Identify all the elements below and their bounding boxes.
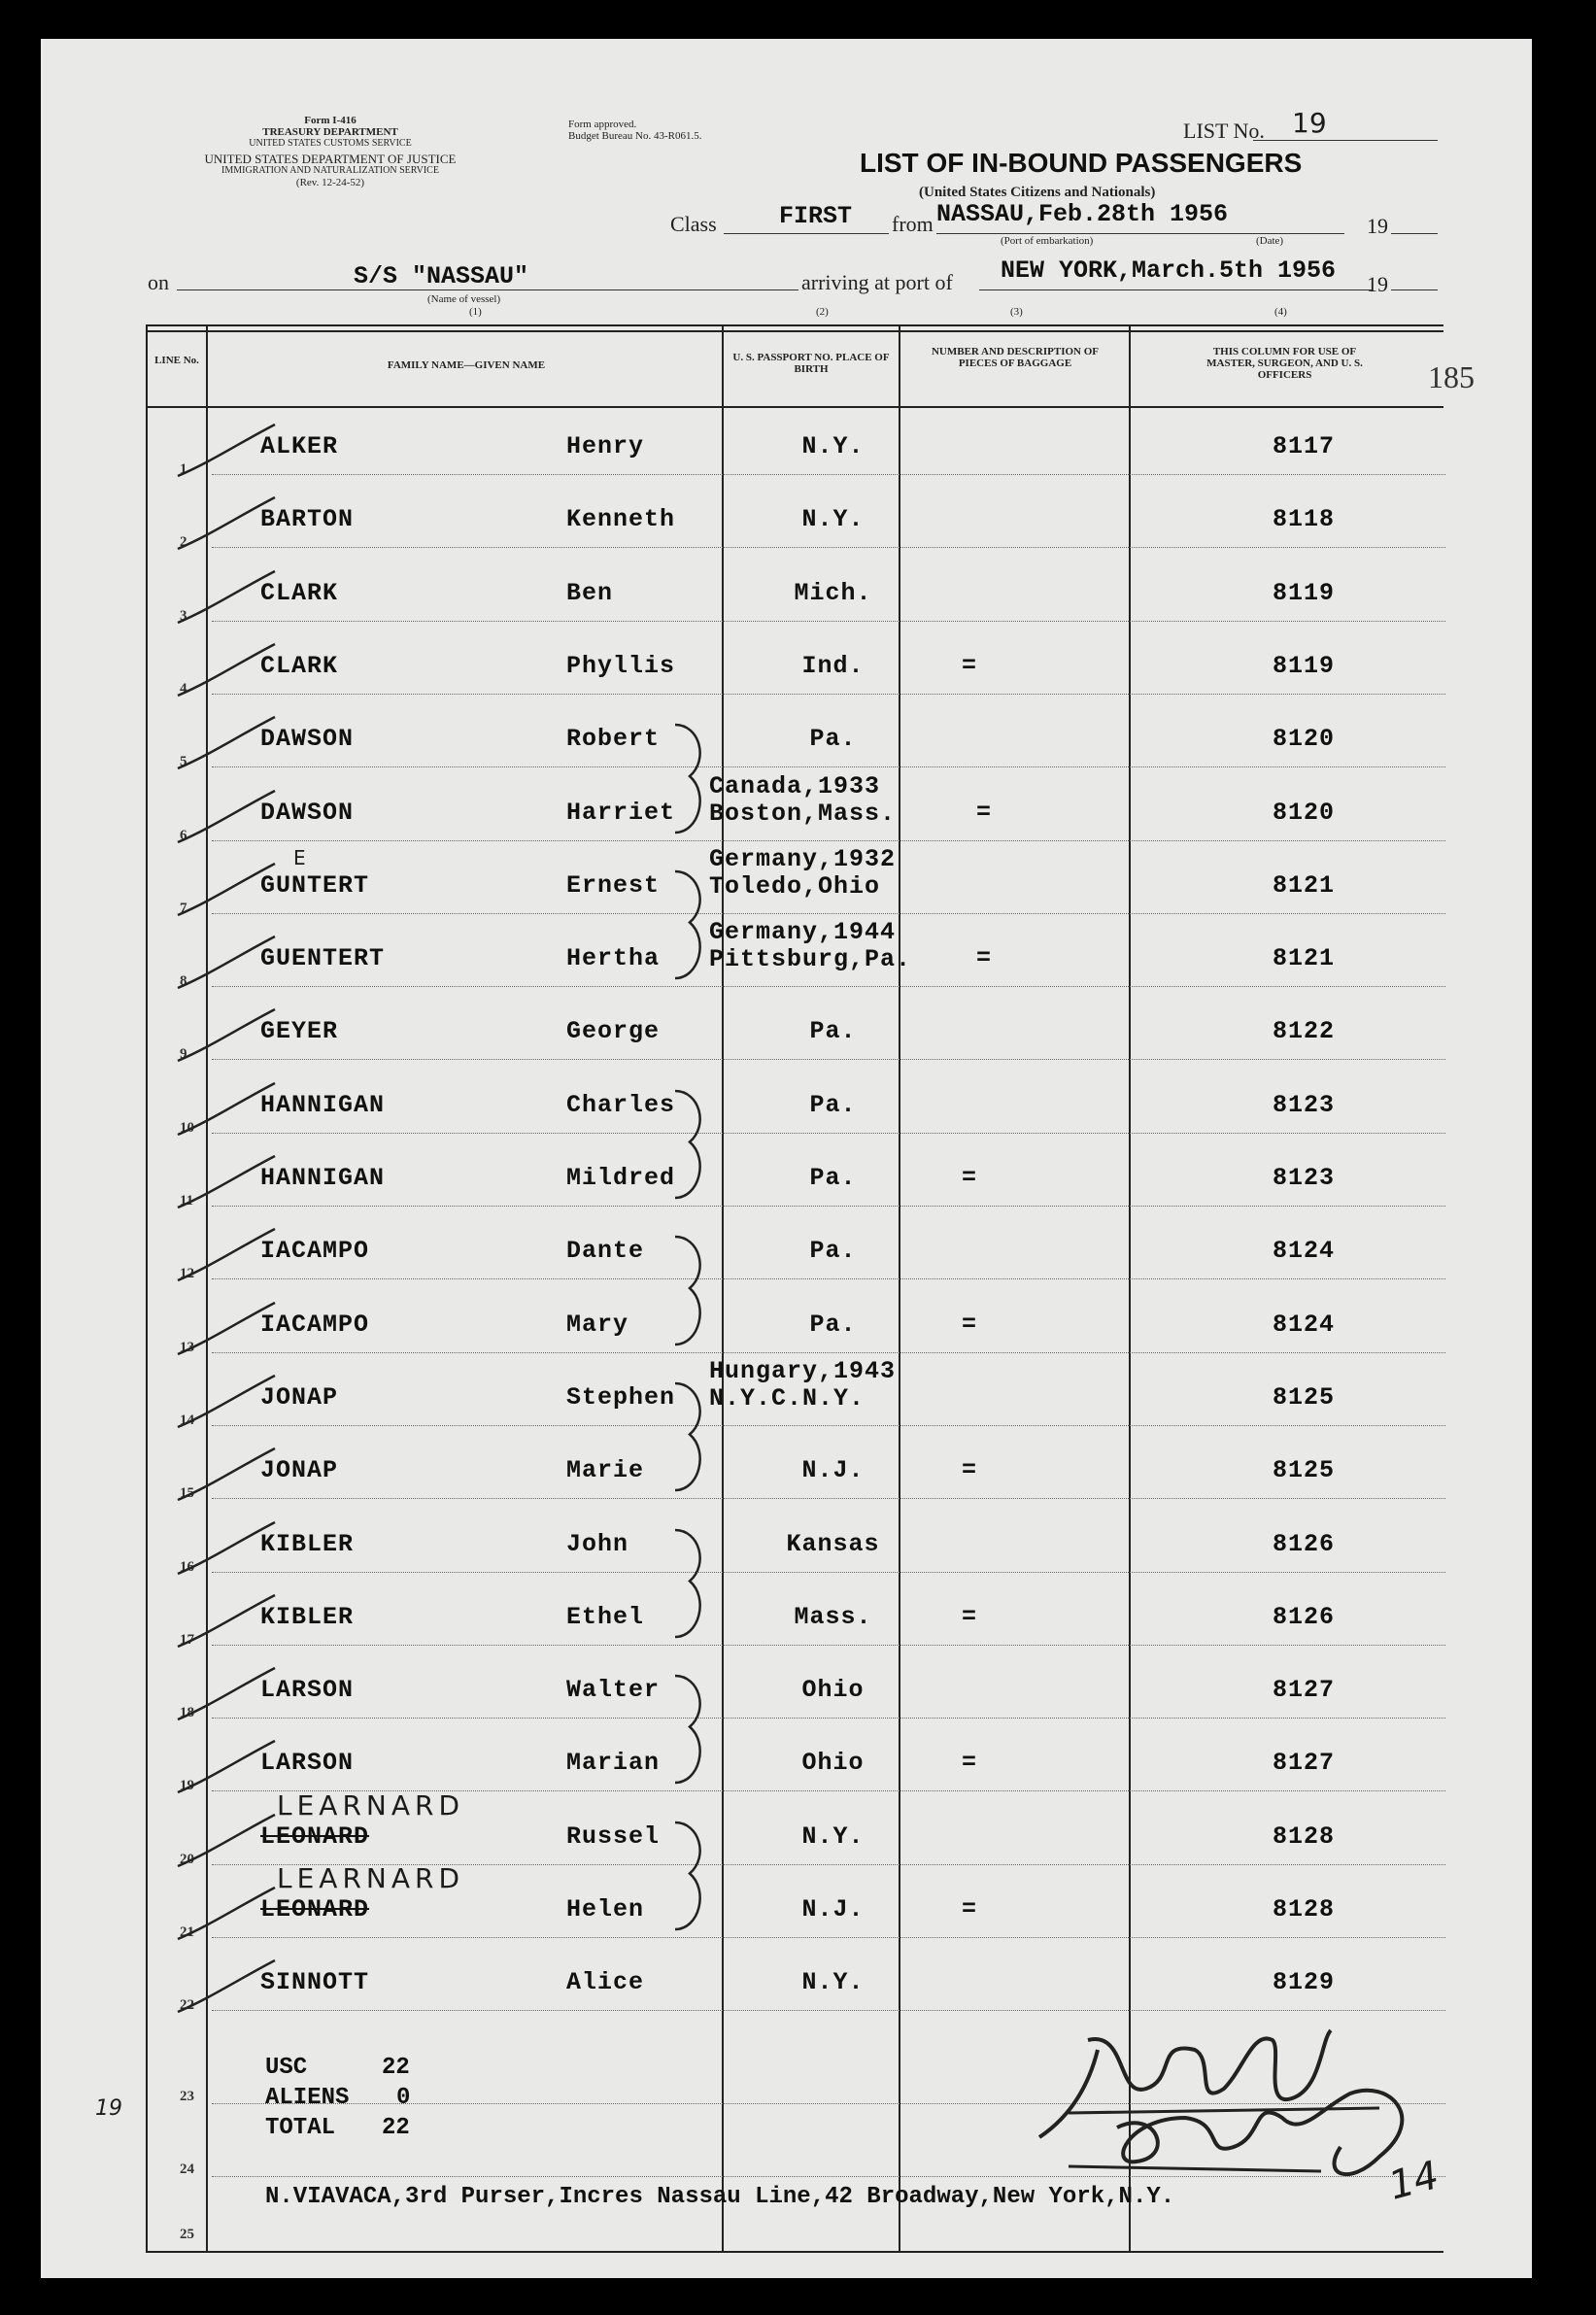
officer-number: 8126 bbox=[1273, 1530, 1336, 1558]
given-name: Russel bbox=[566, 1822, 661, 1851]
line-number: 21 bbox=[180, 1924, 194, 1940]
officer-number: 8117 bbox=[1273, 432, 1336, 460]
baggage-mark: = bbox=[962, 652, 978, 680]
check-mark bbox=[173, 642, 280, 700]
year-prefix: 19 bbox=[1367, 214, 1388, 238]
family-name: HANNIGAN bbox=[260, 1164, 386, 1192]
family-name-correction: LEARNARD bbox=[277, 1862, 465, 1894]
row-separator bbox=[212, 1278, 1445, 1279]
total-label: TOTAL bbox=[265, 2115, 336, 2141]
family-bracket bbox=[670, 1525, 729, 1647]
line-number-23: 23 bbox=[180, 2089, 194, 2104]
line-number: 16 bbox=[180, 1559, 194, 1575]
officer-number: 8127 bbox=[1273, 1676, 1336, 1704]
family-name-correction: E bbox=[293, 846, 306, 869]
place-of-birth: Germany,1932 bbox=[709, 845, 897, 873]
purser-signature-line: N.VIAVACA,3rd Purser,Incres Nassau Line,42 Broadway,New York,N.Y. bbox=[265, 2184, 1175, 2210]
check-mark bbox=[173, 1374, 280, 1432]
line-number: 1 bbox=[180, 461, 187, 477]
row-separator bbox=[212, 1572, 1445, 1573]
row-separator bbox=[212, 1133, 1445, 1134]
check-mark bbox=[173, 1739, 280, 1797]
arriving-underline bbox=[979, 289, 1373, 290]
line-number: 19 bbox=[180, 1778, 194, 1793]
place-of-birth: N.Y. bbox=[801, 1968, 865, 1996]
place-of-birth: N.Y. bbox=[801, 1822, 865, 1851]
passport-baggage-divider bbox=[899, 324, 900, 2253]
line-number: 12 bbox=[180, 1266, 194, 1281]
given-name: Kenneth bbox=[566, 505, 676, 533]
column-number-1: (1) bbox=[469, 306, 482, 318]
given-name: Hertha bbox=[566, 944, 661, 972]
place-of-birth: N.Y. bbox=[801, 432, 865, 460]
from-underline bbox=[936, 233, 1344, 234]
check-mark bbox=[173, 1958, 280, 2017]
officer-number: 8124 bbox=[1273, 1237, 1336, 1265]
form-subtitle: (United States Citizens and Nationals) bbox=[919, 185, 1156, 200]
family-bracket bbox=[670, 720, 729, 842]
list-number-label: LIST No. bbox=[1183, 119, 1265, 143]
family-name: LARSON bbox=[260, 1749, 355, 1777]
baggage-mark: = bbox=[962, 1749, 978, 1777]
officer-number: 8119 bbox=[1273, 579, 1336, 607]
baggage-mark: = bbox=[976, 944, 993, 972]
header-bottom-border bbox=[146, 406, 1443, 408]
given-name: George bbox=[566, 1017, 661, 1045]
given-name: Ernest bbox=[566, 871, 661, 900]
check-mark bbox=[173, 1081, 280, 1140]
year-underline bbox=[1391, 233, 1438, 234]
check-mark bbox=[173, 1007, 280, 1066]
given-name: Dante bbox=[566, 1237, 645, 1265]
given-name: Robert bbox=[566, 725, 661, 753]
check-mark bbox=[173, 1447, 280, 1505]
officer-number: 8128 bbox=[1273, 1822, 1336, 1851]
check-mark bbox=[173, 789, 280, 847]
class-underline bbox=[724, 233, 889, 234]
officer-number: 8129 bbox=[1273, 1968, 1336, 1996]
check-mark bbox=[173, 1154, 280, 1212]
column-number-4: (4) bbox=[1274, 306, 1287, 318]
given-name: Ethel bbox=[566, 1603, 645, 1631]
place-of-birth: Ohio bbox=[801, 1749, 865, 1777]
usc-row bbox=[265, 2053, 410, 2083]
line-number: 17 bbox=[180, 1632, 194, 1648]
officer-number: 8121 bbox=[1273, 944, 1336, 972]
family-name: KIBLER bbox=[260, 1603, 355, 1631]
family-name: BARTON bbox=[260, 505, 355, 533]
row-separator bbox=[212, 1206, 1445, 1207]
officer-number: 8120 bbox=[1273, 725, 1336, 753]
customs-service: UNITED STATES CUSTOMS SERVICE bbox=[249, 138, 412, 149]
column-header-passport: U. S. PASSPORT NO. PLACE OF BIRTH bbox=[732, 352, 890, 375]
family-name: ALKER bbox=[260, 432, 339, 460]
baggage-mark: = bbox=[962, 1895, 978, 1923]
place-of-birth: Ind. bbox=[801, 652, 865, 680]
officer-number: 8123 bbox=[1273, 1164, 1336, 1192]
check-mark bbox=[173, 1520, 280, 1579]
total-count: 22 bbox=[382, 2115, 410, 2141]
row-separator bbox=[212, 547, 1445, 548]
officer-number: 8128 bbox=[1273, 1895, 1336, 1923]
family-bracket bbox=[670, 867, 729, 988]
column-number-2: (2) bbox=[816, 306, 829, 318]
row-separator bbox=[212, 1498, 1445, 1499]
line-number: 6 bbox=[180, 828, 187, 843]
place-of-birth: Pa. bbox=[809, 1017, 857, 1045]
column-header-line-no: LINE No. bbox=[154, 355, 199, 366]
table-left-border bbox=[146, 324, 148, 2253]
total-row bbox=[265, 2113, 410, 2143]
line-number: 8 bbox=[180, 973, 187, 989]
family-name: GEYER bbox=[260, 1017, 339, 1045]
given-name: Henry bbox=[566, 432, 645, 460]
row-separator bbox=[212, 1645, 1445, 1646]
family-name: IACAMPO bbox=[260, 1237, 370, 1265]
given-name: Marian bbox=[566, 1749, 661, 1777]
place-of-birth: Hungary,1943 bbox=[709, 1357, 897, 1385]
check-mark bbox=[173, 1593, 280, 1651]
row-separator bbox=[212, 913, 1445, 914]
row-separator bbox=[212, 1425, 1445, 1426]
family-name: JONAP bbox=[260, 1456, 339, 1484]
check-mark bbox=[173, 569, 280, 628]
officer-number: 8125 bbox=[1273, 1383, 1336, 1412]
arriving-label: arriving at port of bbox=[801, 270, 953, 294]
place-of-birth-2: N.Y.C.N.Y. bbox=[709, 1384, 866, 1413]
line-number: 10 bbox=[180, 1120, 194, 1136]
class-label: Class bbox=[670, 212, 717, 236]
family-name: IACAMPO bbox=[260, 1311, 370, 1339]
family-name-correction: LEARNARD bbox=[277, 1789, 465, 1821]
officer-number: 8122 bbox=[1273, 1017, 1336, 1045]
ins-service: IMMIGRATION AND NATURALIZATION SERVICE bbox=[221, 165, 439, 176]
row-separator bbox=[212, 1352, 1445, 1353]
totals-block bbox=[265, 2053, 411, 2143]
check-mark bbox=[173, 1227, 280, 1285]
usc-label: USC bbox=[265, 2055, 308, 2081]
place-of-birth: Pa. bbox=[809, 725, 857, 753]
officer-number: 8121 bbox=[1273, 871, 1336, 900]
line-number: 2 bbox=[180, 534, 187, 550]
given-name: Marie bbox=[566, 1456, 645, 1484]
row-separator bbox=[212, 694, 1445, 695]
family-name: DAWSON bbox=[260, 799, 355, 827]
vessel-name: S/S "NASSAU" bbox=[354, 262, 529, 290]
check-mark bbox=[173, 423, 280, 481]
family-name: KIBLER bbox=[260, 1530, 355, 1558]
line-number-24: 24 bbox=[180, 2162, 194, 2177]
family-name: CLARK bbox=[260, 579, 339, 607]
line-number: 7 bbox=[180, 901, 187, 916]
line-number: 5 bbox=[180, 754, 187, 769]
family-name: LEONARD bbox=[260, 1895, 370, 1923]
given-name: Stephen bbox=[566, 1383, 676, 1412]
line-number: 11 bbox=[180, 1193, 194, 1209]
given-name: Walter bbox=[566, 1676, 661, 1704]
given-name: Mary bbox=[566, 1311, 629, 1339]
given-name: Helen bbox=[566, 1895, 645, 1923]
place-of-birth: Pa. bbox=[809, 1237, 857, 1265]
place-of-birth-2: Pittsburg,Pa. bbox=[709, 945, 912, 973]
class-value: FIRST bbox=[779, 202, 853, 230]
family-name: JONAP bbox=[260, 1383, 339, 1412]
officer-number: 8126 bbox=[1273, 1603, 1336, 1631]
form-approved: Form approved. bbox=[568, 119, 637, 130]
budget-bureau: Budget Bureau No. 43-R061.5. bbox=[568, 130, 702, 142]
table-bottom-border bbox=[146, 2251, 1443, 2253]
check-mark bbox=[173, 862, 280, 920]
check-mark bbox=[173, 1666, 280, 1724]
vessel-caption: (Name of vessel) bbox=[427, 293, 501, 305]
officer-number: 8125 bbox=[1273, 1456, 1336, 1484]
check-mark bbox=[173, 935, 280, 993]
column-number-3: (3) bbox=[1010, 306, 1023, 318]
family-name: LARSON bbox=[260, 1676, 355, 1704]
port-caption: (Port of embarkation) bbox=[1001, 235, 1094, 247]
place-of-birth: Pa. bbox=[809, 1091, 857, 1119]
check-mark bbox=[173, 715, 280, 773]
year-underline-2 bbox=[1391, 289, 1438, 290]
line-number: 9 bbox=[180, 1046, 187, 1062]
from-label: from bbox=[892, 212, 934, 236]
on-label: on bbox=[148, 270, 169, 294]
form-title: LIST OF IN-BOUND PASSENGERS bbox=[860, 148, 1303, 178]
place-of-birth: Germany,1944 bbox=[709, 918, 897, 946]
baggage-mark: = bbox=[962, 1311, 978, 1339]
family-bracket bbox=[670, 1086, 729, 1208]
given-name: Harriet bbox=[566, 799, 676, 827]
list-number-underline bbox=[1253, 140, 1438, 141]
officer-signature bbox=[1030, 2001, 1438, 2215]
officer-number: 8120 bbox=[1273, 799, 1336, 827]
list-number: 19 bbox=[1292, 107, 1327, 139]
place-of-birth: Mich. bbox=[794, 579, 872, 607]
aliens-label: ALIENS bbox=[265, 2085, 350, 2111]
justice-department: UNITED STATES DEPARTMENT OF JUSTICE bbox=[204, 152, 457, 166]
check-mark bbox=[173, 1886, 280, 1944]
baggage-mark: = bbox=[962, 1456, 978, 1484]
row-separator bbox=[212, 1937, 1445, 1938]
place-of-birth-2: Boston,Mass. bbox=[709, 800, 897, 828]
family-bracket bbox=[670, 1232, 729, 1354]
line-number: 13 bbox=[180, 1340, 194, 1355]
given-name: Ben bbox=[566, 579, 614, 607]
place-of-birth-2: Toledo,Ohio bbox=[709, 872, 881, 901]
treasury-department: TREASURY DEPARTMENT bbox=[262, 126, 398, 138]
row-separator bbox=[212, 840, 1445, 841]
check-mark bbox=[173, 495, 280, 554]
officer-number: 8123 bbox=[1273, 1091, 1336, 1119]
row-separator bbox=[212, 1059, 1445, 1060]
row-separator bbox=[212, 986, 1445, 987]
usc-count: 22 bbox=[382, 2055, 410, 2081]
place-of-birth: N.J. bbox=[801, 1456, 865, 1484]
row-separator bbox=[212, 621, 1445, 622]
row-separator bbox=[212, 766, 1445, 767]
margin-mark: 19 bbox=[95, 2096, 122, 2121]
officer-number: 8124 bbox=[1273, 1311, 1336, 1339]
family-name: GUENTERT bbox=[260, 944, 386, 972]
column-header-officers: THIS COLUMN FOR USE OF MASTER, SURGEON, AND U. S. OFFICERS bbox=[1206, 346, 1363, 381]
column-header-baggage: NUMBER AND DESCRIPTION OF PIECES OF BAGGAGE bbox=[931, 346, 1100, 369]
given-name: John bbox=[566, 1530, 629, 1558]
place-of-birth: Kansas bbox=[786, 1530, 880, 1558]
given-name: Charles bbox=[566, 1091, 676, 1119]
budget-approval bbox=[568, 119, 701, 142]
baggage-officer-divider bbox=[1129, 324, 1131, 2253]
place-of-birth: Mass. bbox=[794, 1603, 872, 1631]
family-name: CLARK bbox=[260, 652, 339, 680]
place-of-birth: N.J. bbox=[801, 1895, 865, 1923]
check-mark bbox=[173, 1813, 280, 1871]
officer-number: 8118 bbox=[1273, 505, 1336, 533]
baggage-mark: = bbox=[962, 1164, 978, 1192]
line-number: 18 bbox=[180, 1705, 194, 1720]
row-separator bbox=[212, 474, 1445, 475]
line-number-25: 25 bbox=[180, 2227, 194, 2242]
place-of-birth: Pa. bbox=[809, 1311, 857, 1339]
family-name: LEONARD bbox=[260, 1822, 370, 1851]
table-top-border bbox=[146, 324, 1443, 326]
arrival-port-date: NEW YORK,March.5th 1956 bbox=[1001, 256, 1337, 285]
given-name: Phyllis bbox=[566, 652, 676, 680]
year-prefix-2: 19 bbox=[1367, 272, 1388, 296]
column-header-name: FAMILY NAME—GIVEN NAME bbox=[387, 359, 546, 371]
place-of-birth: Ohio bbox=[801, 1676, 865, 1704]
aliens-row bbox=[265, 2083, 411, 2113]
line-number: 14 bbox=[180, 1413, 194, 1428]
family-name: DAWSON bbox=[260, 725, 355, 753]
line-number: 22 bbox=[180, 1997, 194, 2013]
officer-number: 8119 bbox=[1273, 652, 1336, 680]
line-number: 15 bbox=[180, 1485, 194, 1501]
line-number: 4 bbox=[180, 681, 187, 697]
family-bracket bbox=[670, 1671, 729, 1792]
form-number: Form I-416 bbox=[304, 115, 357, 126]
row-separator bbox=[212, 1718, 1445, 1719]
place-of-birth: Pa. bbox=[809, 1164, 857, 1192]
place-of-birth: Canada,1933 bbox=[709, 772, 881, 800]
aliens-count: 0 bbox=[396, 2085, 411, 2111]
revision-date: (Rev. 12-24-52) bbox=[295, 177, 365, 188]
family-name: GUNTERT bbox=[260, 871, 370, 900]
embarkation-port-date: NASSAU,Feb.28th 1956 bbox=[936, 200, 1229, 228]
baggage-mark: = bbox=[976, 799, 993, 827]
family-name: HANNIGAN bbox=[260, 1091, 386, 1119]
given-name: Alice bbox=[566, 1968, 645, 1996]
officer-number: 8127 bbox=[1273, 1749, 1336, 1777]
handwritten-note: 14 bbox=[1383, 2153, 1443, 2209]
given-name: Mildred bbox=[566, 1164, 676, 1192]
place-of-birth: N.Y. bbox=[801, 505, 865, 533]
header-agency-block bbox=[146, 115, 515, 188]
check-mark bbox=[173, 1301, 280, 1359]
line-number: 20 bbox=[180, 1852, 194, 1867]
date-caption: (Date) bbox=[1256, 235, 1284, 247]
table-top-border-2 bbox=[146, 330, 1443, 332]
line-number: 3 bbox=[180, 608, 187, 624]
family-bracket bbox=[670, 1379, 729, 1500]
family-bracket bbox=[670, 1818, 729, 1939]
page-stamp: 185 bbox=[1428, 359, 1475, 394]
baggage-mark: = bbox=[962, 1603, 978, 1631]
family-name: SINNOTT bbox=[260, 1968, 370, 1996]
